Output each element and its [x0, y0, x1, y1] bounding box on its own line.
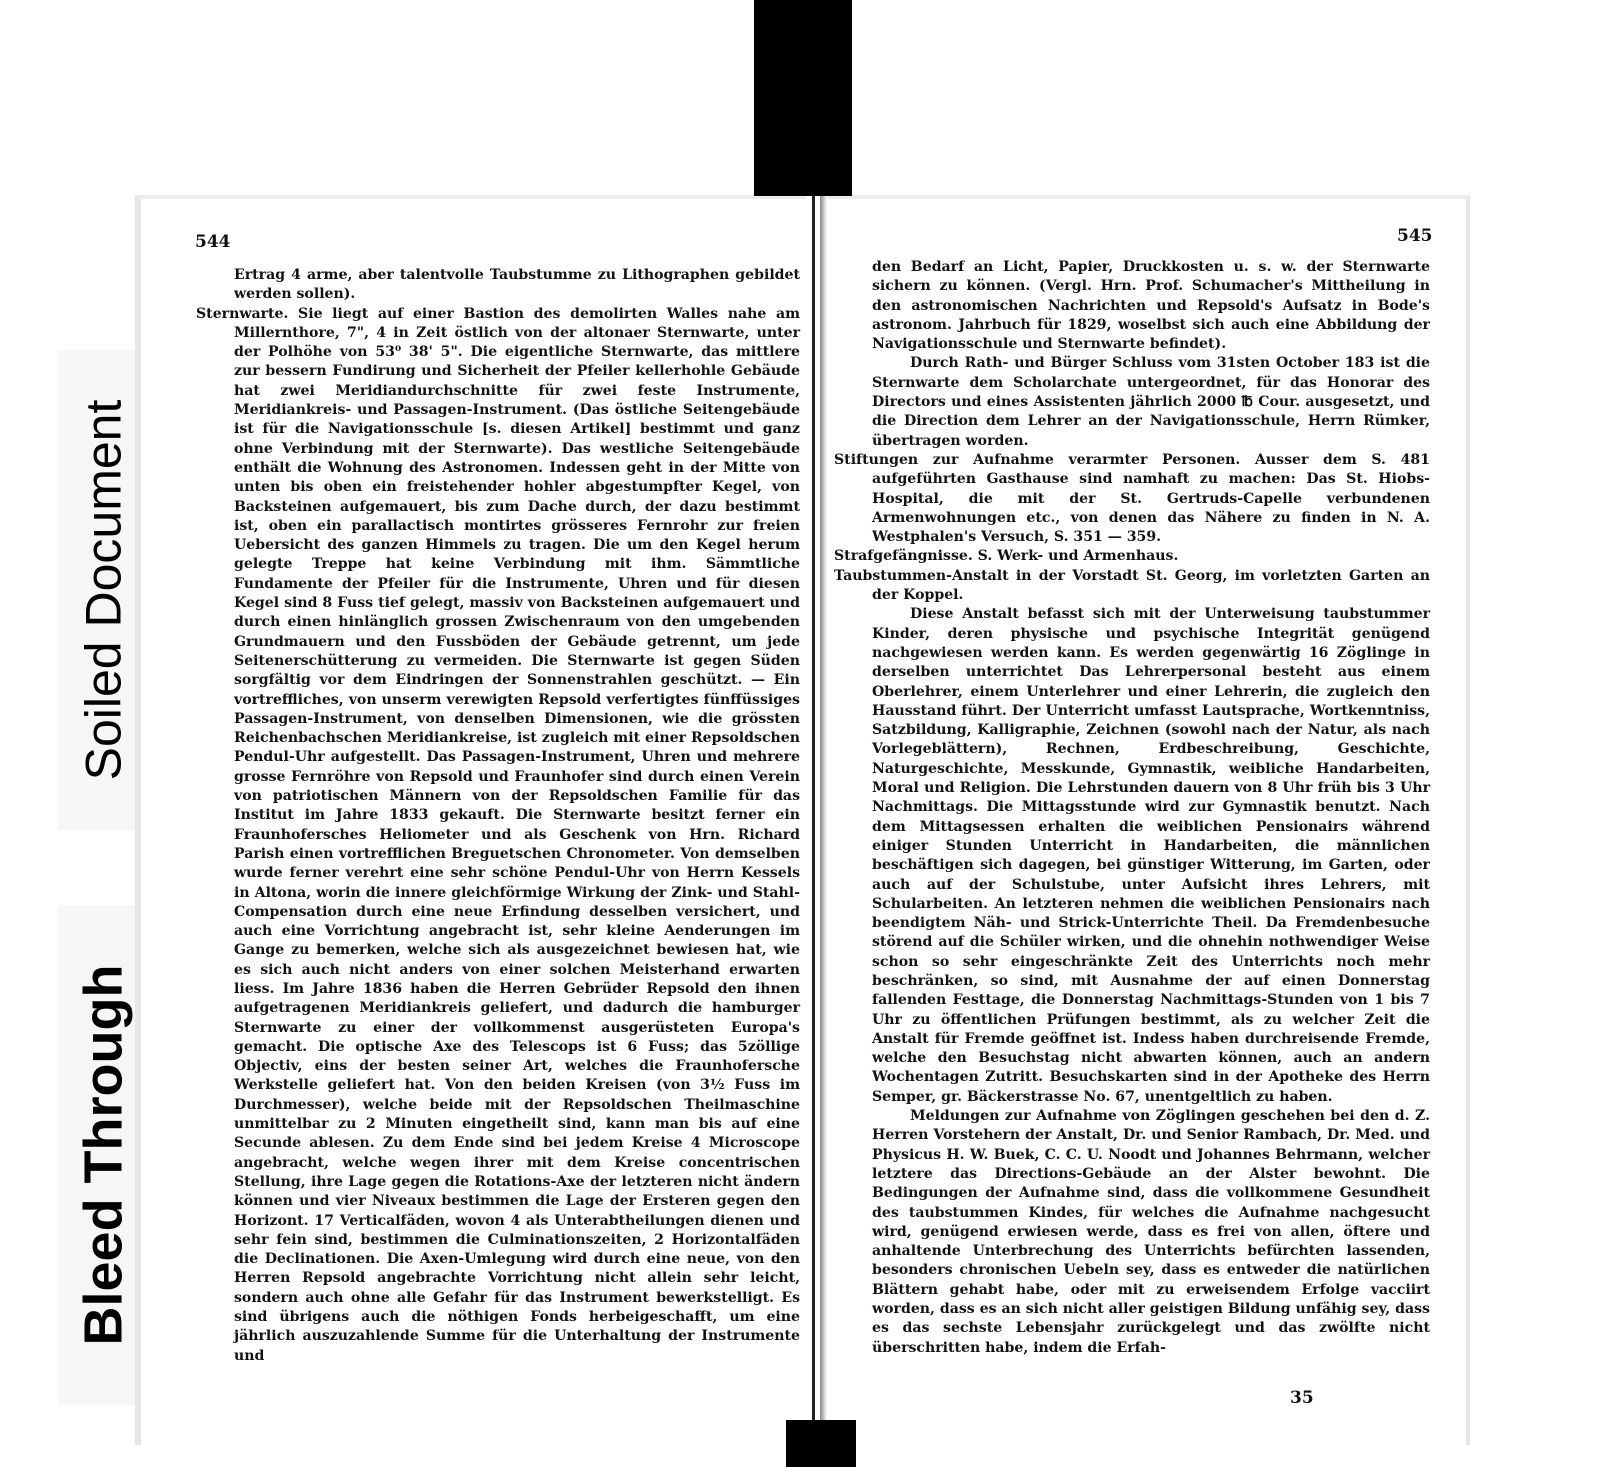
bleed-through-label: Bleed Through: [73, 964, 134, 1346]
entry-taubstummen-anstalt: Taubstummen-Anstalt in der Vorstadt St. Georg, im vorletzten Garten an der Koppel.: [834, 567, 1430, 604]
soiled-document-label: Soiled Document: [75, 399, 132, 781]
entry-sternwarte: Sternwarte. Sie liegt auf einer Bastion des demolirten Walles nahe am Millernthore, 7", 4 in Zeit östlich von der altonaer Sternwarte, unter der Polhöhe von 53⁰ 38' 5". Die eigentliche Sternwarte, das mittlere zur bessern Fundirung und Sicherheit der Pfeiler kellerhohle Gebäude hat zwei Meridiandurchschnitte für zwei feste Instrumente, Meridiankreis- und Passagen-Instrument. (Das östliche Seitengebäude ist für die Navigationsschule [s. diesen Artikel] bestimmt und ganz ohne Verbindung mit der Sternwarte). Das westliche Seitengebäude enthält die Wohnung des Astronomen. Indessen geht in der Mitte von unten bis oben ein freistehender hohler abgestumpfter Kegel, von Backsteinen aufgemauert, bis zum Dache durch, der dazu bestimmt ist, oben ein parallactisch montirtes grösseres Fernrohr zur freien Uebersicht des ganzen Himmels zu tragen. Die um den Kegel herum gelegte Treppe hat keine Verbindung mit ihm. Sämmtliche Fundamente der Pfeiler für die Instrumente, Uhren und für diesen Kegel sind 8 Fuss tief gelegt, massiv von Backsteinen aufgemauert und durch einen hinlänglich grossen Zwischenraum von den umgebenden Grundmauern und den Fussböden der Gebäude getrennt, um jede Seitenerschütterung zu vermeiden. Die Sternwarte ist gegen Süden sorgfältig vor dem Eindringen der Sonnenstrahlen geschützt. — Ein vortreffliches, von unserm verewigten Repsold verfertigtes fünffüssiges Passagen-Instrument, von denselben Dimensionen, wie die grössten Reichenbachschen Meridiankreise, ist zugleich mit einer Repsoldschen Pendul-Uhr aufgestellt. Das Passagen-Instrument, Uhren und mehrere grosse Fernröhre von Repsold und Fraunhofer sind durch einen Verein von patriotischen Männern von der Repsoldschen Familie für das Institut im Jahre 1833 gekauft. Die Sternwarte besitzt ferner ein Fraunhofersches Heliometer und als Geschenk von Hrn. Richard Parish einen vortrefflichen Breguetschen Chronometer. Von demselben wurde ferner verehrt eine sehr schöne Pendul-Uhr von Herrn Kessels in Altona, worin die innere gleichförmige Wirkung der Zink- und Stahl-Compensation durch eine neue Erfindung desselben versichert, und auch eine Vorrichtung angebracht ist, sehr kleine Aenderungen im Gange zu bemerken, welche sich als ausgezeichnet bewiesen hat, wie es sich auch nicht anders von einer solchen Meisterhand erwarten liess. Im Jahre 1836 haben die Herren Gebrüder Repsold den ihnen aufgetragenen Meridiankreis geliefert, und dadurch die hamburger Sternwarte zu einer der vollkommenst ausgerüsteten Europa's gemacht. Die optische Axe des Telescops ist 6 Fuss; das 5zöllige Objectiv, eins der besten seiner Art, welches die Fraunhofersche Werkstelle geliefert hat. Von den beiden Kreisen (von 3½ Fuss im Durchmesser), welche beide mit der Repsoldschen Theilmaschine unmittelbar zu 2 Minuten eingetheilt sind, kann man bis auf eine Secunde ablesen. Zu dem Ende sind bei jedem Kreise 4 Microscope angebracht, welche wegen ihrer mit dem Kreise concentrischen Stellung, ihre Lage gegen die Rotations-Axe der letzteren nicht ändern können und vier Niveaux bestimmen die Lage der Ersteren gegen den Horizont. 17 Verticalfäden, wovon 4 als Unterabtheilungen dienen und sehr fein sind, bestimmen die Culminationszeiten, 2 Horizontalfäden die Declinationen. Die Axen-Umlegung wird durch eine neue, von den Herren Repsold angebrachte Vorrichtung nicht allein sehr leicht, sondern auch ohne alle Gefahr für das Instrument bewerkstelligt. Es sind übrigens auch die nöthigen Fonds herbeigeschafft, um eine jährlich auszuzahlende Summe für die Unterhaltung der Instrumente und: [196, 305, 800, 1364]
paragraph: Diese Anstalt befasst sich mit der Unterweisung taubstummer Kinder, deren physische und psychische Integrität genügend nachgewiesen werden kann. Es werden gegenwärtig 16 Zöglinge in derselben unterrichtet Das Lehrerpersonal besteht aus einem Oberlehrer, einem Unterlehrer und einer Lehrerin, die zugleich den Hausstand führt. Der Unterricht umfasst Lautsprache, Wortkenntniss, Satzbildung, Kalligraphie, Zeichnen (sowohl nach der Natur, als nach Vorlegeblättern), Rechnen, Erdbeschreibung, Geschichte, Naturgeschichte, Messkunde, Gymnastik, weibliche Handarbeiten, Moral und Religion. Die Lehrstunden dauern von 8 Uhr früh bis 3 Uhr Nachmittags. Die Mittagsstunde wird zur Gymnastik benutzt. Nach dem Mittagsessen erhalten die weiblichen Pensionairs während einiger Stunden Unterricht in Handarbeiten, die männlichen beschäftigen sich dagegen, bei günstiger Witterung, im Garten, oder auch auf der Schulstube, unter Aufsicht ihres Lehrers, mit Schularbeiten. An letzteren nehmen die weiblichen Pensionairs nach beendigtem Näh- und Strick-Unterrichte Theil. Da Fremdenbesuche störend auf die Schüler wirken, und die ohnehin nothwendiger Weise schon so sehr eingeschränkte Zeit des Unterrichts noch mehr beschränken, so sind, mit Ausnahme der auf einen Donnerstag fallenden Festtage, die Donnerstag Nachmittags-Stunden von 1 bis 7 Uhr zu öffentlichen Prüfungen bestimmt, als zu welcher Zeit die Anstalt für Fremde geöffnet ist. Indess haben durchreisende Fremde, welche den Besuchstag nicht abwarten können, auch an andern Wochentagen Zutritt. Besuchskarten sind in der Apotheke des Herrn Semper, gr. Bäckerstrasse No. 67, unentgeltlich zu haben.: [872, 606, 1430, 1105]
scanner-clip-bottom: [786, 1420, 856, 1467]
gutter-shadow: [820, 196, 827, 1426]
entry-stiftungen: Stiftungen zur Aufnahme verarmter Personen. Ausser dem S. 481 aufgeführten Gasthause sind namhaft zu machen: Das St. Hiobs-Hospital, die mit der St. Gertruds-Capelle verbundenen Armenwohnungen etc., von denen das Nähere zu finden in N. A. Westphalen's Versuch, S. 351 — 359.: [834, 451, 1430, 546]
signature-mark: 35: [1290, 1388, 1314, 1408]
entry-strafgefaengnisse: Strafgefängnisse. S. Werk- und Armenhaus.: [834, 548, 1179, 565]
left-page-text: [196, 266, 800, 1366]
scanner-clip-top: [754, 0, 852, 196]
right-page-text: [834, 258, 1430, 1358]
paragraph: Meldungen zur Aufnahme von Zöglingen geschehen bei den d. Z. Herren Vorstehern der Anstalt, Dr. und Senior Rambach, Dr. Med. und Physicus H. W. Buek, C. C. U. Noodt und Johannes Behrmann, welcher letztere das Directions-Gebäude an der Alster bewohnt. Die Bedingungen der Aufnahme sind, dass die vollkommene Gesundheit des taubstummen Kindes, für welches die Aufnahme nachgesucht wird, genügend erwiesen werde, dass es frei von allen, öftere und anhaltende Unterbrechung des Unterrichts befürchten lassenden, besonders chronischen Uebeln sey, dass es entweder die natürlichen Blättern gehabt habe, oder mit zu erweisendem Erfolge vacciirt worden, dass es an sich nicht aller geistigen Bildung unfähig sey, dass es das sechste Lebensjahr zurückgelegt und das zwölfte nicht überschritten habe, indem die Erfah-: [872, 1108, 1430, 1356]
right-page-number: 545: [1397, 226, 1433, 246]
gutter-line: [812, 196, 815, 1426]
paragraph: Ertrag 4 arme, aber talentvolle Taubstumme zu Lithographen gebildet werden sollen).: [234, 267, 800, 303]
paragraph: Durch Rath- und Bürger Schluss vom 31sten October 183 ist die Sternwarte dem Scholarchate untergeordnet, für das Honorar des Directors und eines Assistenten jährlich 2000 ℔ Cour. ausgesetzt, und die Direction dem Lehrer an der Navigationsschule, Herrn Rümker, übertragen worden.: [872, 355, 1430, 449]
paragraph: den Bedarf an Licht, Papier, Druckkosten u. s. w. der Sternwarte sichern zu können. (Vergl. Hrn. Prof. Schumacher's Mittheilung in den astronomischen Nachrichten und Repsold's Aufsatz in Bode's astronom. Jahrbuch für 1829, woselbst sich auch eine Abbildung der Navigationsschule und Sternwarte befindet).: [872, 259, 1430, 353]
left-page-number: 544: [195, 232, 231, 252]
